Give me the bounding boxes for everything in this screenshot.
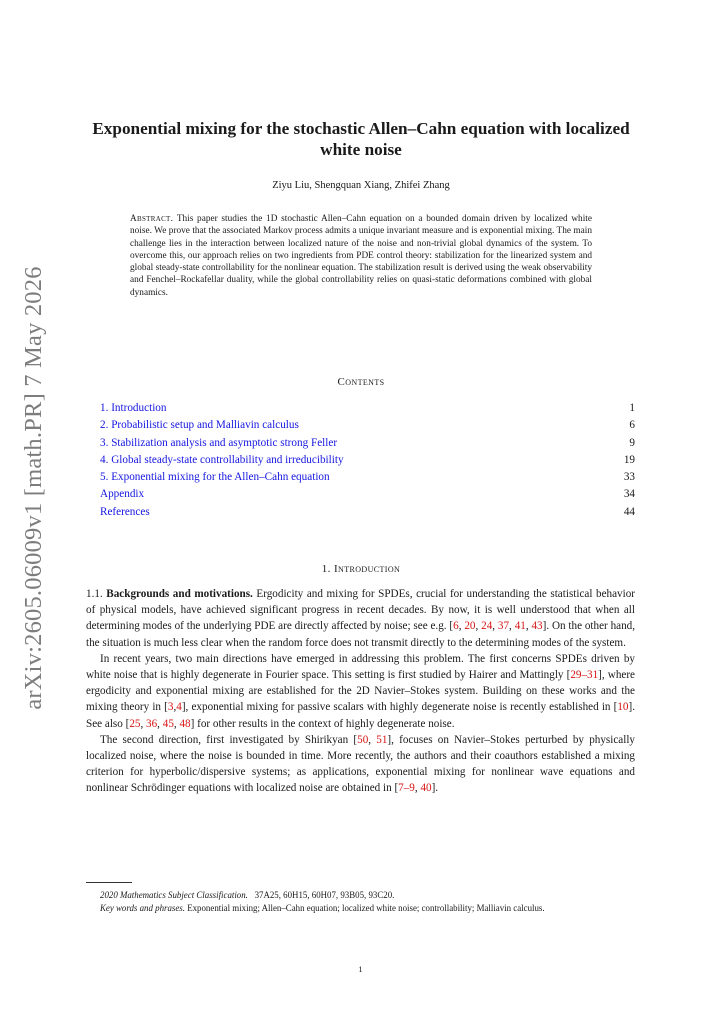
toc-page: 44 [623,505,635,518]
msc-line [86,889,635,902]
citation-link[interactable]: 6 [453,620,459,633]
text-run: ]. [431,782,439,795]
toc-page: 6 [629,419,635,432]
toc-page: 9 [629,436,635,449]
body-text [86,586,635,797]
toc-link[interactable]: 4. Global steady-state controllability and irreducibility [100,453,344,466]
arxiv-stamp-text: arXiv:2605.06009v1 [math.PR] 7 May 2026 [20,266,47,710]
citation-link[interactable]: 41 [514,620,526,633]
toc-link[interactable]: 2. Probabilistic setup and Malliavin calculus [100,419,299,432]
citation-link[interactable]: 40 [420,782,432,795]
toc-entry[interactable] [100,417,635,434]
text-run: Ergodicity and mixing for SPDEs, crucial for understanding the statistical behavior of physical models, have achieved significant progress in recent decades. By now, it is well understood that when all determining modes of the underlying PDE are directly affected by noise; see e.g. [ [86,588,635,633]
author-list: Ziyu Liu, Shengquan Xiang, Zhifei Zhang [272,180,450,191]
arxiv-stamp [14,0,54,1019]
citation-link[interactable]: 25 [129,717,141,730]
citation-link[interactable]: 20 [464,620,476,633]
footnote-divider [86,882,132,883]
paper-title: Exponential mixing for the stochastic Allen–Cahn equation with localized white noise [92,119,630,159]
toc-link[interactable]: Appendix [100,488,145,501]
text-run: ], exponential mixing for passive scalars with highly degenerate noise is recently established in [ [181,701,618,714]
toc-entry[interactable] [100,504,635,521]
abstract-text: This paper studies the 1D stochastic Allen–Cahn equation on a bounded domain driven by localized white noise. We prove that the associated Markov process admits a unique invariant measure and is exponential mixing. The main challenge lies in the interaction between localized nature of the noise and non-trivial global dynamics of the system. To overcome this, our approach relies on two ingredients from PDE control theory: stabilization for the linearized system and global steady-state controllability for the nonlinear equation. The stabilization result is derived using the weak observability and Fenchel–Rockafellar duality, while the global controllability relies on quasi-static deformations combined with global dynamics. [130,214,592,298]
toc-entry[interactable] [100,469,635,486]
text-run: ]. See also [ [86,701,635,730]
citation-link[interactable]: 50 [357,733,369,746]
citation-link[interactable]: 29–31 [570,669,599,682]
citation-link[interactable]: 7–9 [398,782,415,795]
citation-link[interactable]: 45 [162,717,174,730]
keywords-text: Exponential mixing; Allen–Cahn equation; localized white noise; controllability; Malliavin calculus. [187,903,545,914]
citation-link[interactable]: 10 [617,701,629,714]
table-of-contents [100,400,635,521]
text-run: ], where ergodicity and exponential mixing are established for the 2D Navier–Stokes system. Building on these works and the mixing theory in [ [86,669,635,714]
citation-link[interactable]: 37 [497,620,510,633]
paragraph: The second direction, first investigated by Shirikyan [50, 51], focuses on Navier–Stokes perturbed by physically localized noise, where the noise is bounded in time. More recently, the authors and their coauthors established a mixing criterion for hyperbolic/dispersive systems; as applications, exponential mixing for nonlinear wave equations and nonlinear Schrödinger equations with localized noise are obtained in [7–9, 40]. [86,733,635,795]
toc-link[interactable]: 5. Exponential mixing for the Allen–Cahn equation [100,471,330,484]
citation-link[interactable]: 24 [481,620,493,633]
paragraph: 1.1. Backgrounds and motivations. Ergodicity and mixing for SPDEs, crucial for understanding the statistical behavior of physical models, have achieved significant progress in recent decades. By now, it is well understood that when all determining modes of the underlying PDE are directly affected by noise; see e.g. [6, 20, 24, 37, 41, 43]. On the other hand, the situation is much less clear when the random force does not transmit directly to the determining modes of the system. [86,588,636,649]
citation-link[interactable]: 51 [376,733,388,746]
toc-entry[interactable] [100,400,635,417]
keywords-label: Key words and phrases. [100,903,185,914]
toc-page: 33 [623,471,635,484]
toc-entry[interactable] [100,435,635,452]
toc-page: 1 [629,402,635,414]
paragraph: In recent years, two main directions have emerged in addressing this problem. The first concerns SPDEs driven by white noise that is highly degenerate in Fourier space. This setting is first studied by Hairer and Mattingly [29–31], where ergodicity and exponential mixing are established for the 2D Navier–Stokes system. Building on these works and the mixing theory in [3,4], exponential mixing for passive scalars with highly degenerate noise is recently established in [10]. See also [25, 36, 45, 48] for other results in the context of highly degenerate noise. [86,652,635,730]
toc-entry[interactable] [100,452,635,469]
keywords-line [86,902,635,915]
section-heading: 1. Introduction [321,563,401,575]
abstract [130,213,592,299]
toc-link[interactable]: References [100,505,150,518]
subsection-title: Backgrounds and motivations. [106,588,253,600]
citation-link[interactable]: 36 [146,717,158,730]
toc-page: 34 [623,488,635,501]
text-run: In recent years, two main directions have emerged in addressing this problem. The first concerns SPDEs driven by white noise that is highly degenerate in Fourier space. This setting is first studied by Hairer and Mattingly [ [86,652,635,682]
msc-codes: 37A25, 60H15, 60H07, 93B05, 93C20. [254,890,395,900]
toc-link[interactable]: 1. Introduction [100,402,167,414]
abstract-label: Abstract. [130,214,174,224]
citation-link[interactable]: 4 [176,701,182,714]
citation-link[interactable]: 3 [167,701,174,714]
citation-link[interactable]: 48 [179,717,191,730]
contents-heading: Contents [337,376,385,388]
msc-label: 2020 Mathematics Subject Classification. [100,890,248,900]
page-number: 1 [358,964,363,974]
text-run: ]. On the other hand, the situation is much less clear when the random force does not transmit directly to the determining modes of the system. [86,620,636,649]
subsection-number: 1.1. [86,588,103,600]
toc-page: 19 [623,453,635,466]
text-run: ], focuses on Navier–Stokes perturbed by physically localized noise, where the noise is bounded in time. More recently, the authors and their coauthors established a mixing criterion for hyperbolic/dispersive systems; as applications, exponential mixing for nonlinear wave equations and nonlinear Schrödinger equations with localized noise are obtained in [ [86,733,635,795]
citation-link[interactable]: 43 [531,620,543,633]
toc-entry[interactable] [100,486,635,503]
toc-link[interactable]: 3. Stabilization analysis and asymptotic strong Feller [100,436,338,449]
footnote [86,889,635,915]
text-run: ] for other results in the context of highly degenerate noise. [190,717,455,730]
text-run: The second direction, first investigated by Shirikyan [ [100,733,358,746]
